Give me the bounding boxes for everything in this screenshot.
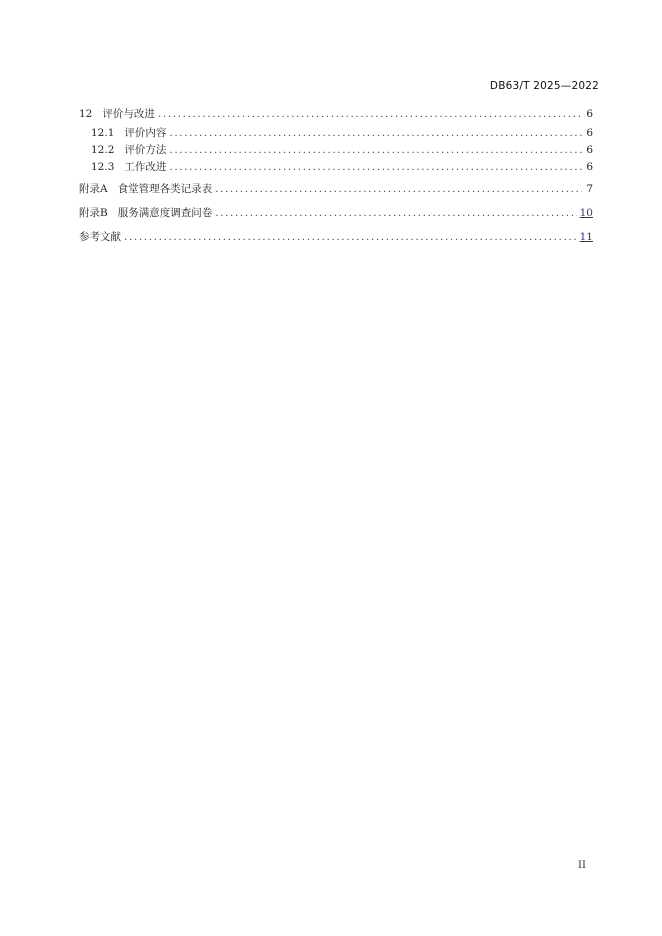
toc-entry-page[interactable] (580, 207, 593, 219)
toc-leader-dots (158, 108, 582, 120)
toc-entry-page: 7 (586, 183, 593, 195)
toc-entry-page[interactable] (580, 231, 593, 243)
toc-entry-title: 评价内容 (124, 127, 167, 139)
toc-page-link[interactable]: 10 (579, 207, 593, 219)
page-number: II (578, 860, 586, 871)
toc-entry-12-3[interactable] (79, 159, 593, 176)
toc-entry-title: 食堂管理各类记录表 (117, 183, 213, 195)
toc-leader-dots (169, 144, 582, 156)
toc-entry-number: 12.1 (91, 127, 115, 139)
table-of-contents (79, 106, 593, 248)
toc-entry-number: 12 (79, 108, 93, 120)
toc-leader-dots (215, 207, 576, 219)
toc-entry-appendix-a[interactable] (79, 181, 593, 200)
toc-page-link[interactable]: 11 (579, 231, 593, 243)
toc-entry-title: 参考文献 (79, 231, 121, 243)
toc-entry-number: 12.3 (91, 161, 115, 173)
toc-entry-title: 服务满意度调查问卷 (117, 207, 213, 219)
document-code: DB63/T 2025—2022 (489, 80, 599, 92)
toc-leader-dots (215, 183, 582, 195)
toc-leader-dots (124, 231, 577, 243)
toc-entry-title: 工作改进 (124, 161, 167, 173)
toc-leader-dots (169, 127, 582, 139)
toc-entry-page: 6 (586, 144, 593, 156)
toc-entry-12-2[interactable] (79, 142, 593, 159)
toc-entry-title: 评价与改进 (102, 108, 155, 120)
toc-entry-title: 评价方法 (124, 144, 167, 156)
toc-entry-number: 附录B (79, 207, 108, 219)
toc-entry-number: 附录A (79, 183, 108, 195)
toc-entry-page: 6 (586, 161, 593, 173)
toc-entry-12[interactable] (79, 106, 593, 125)
toc-leader-dots (169, 161, 582, 173)
toc-entry-references[interactable] (79, 229, 593, 248)
toc-entry-number: 12.2 (91, 144, 115, 156)
toc-entry-page: 6 (586, 127, 593, 139)
toc-entry-page: 6 (586, 108, 593, 120)
toc-entry-12-1[interactable] (79, 125, 593, 142)
toc-entry-appendix-b[interactable] (79, 205, 593, 224)
